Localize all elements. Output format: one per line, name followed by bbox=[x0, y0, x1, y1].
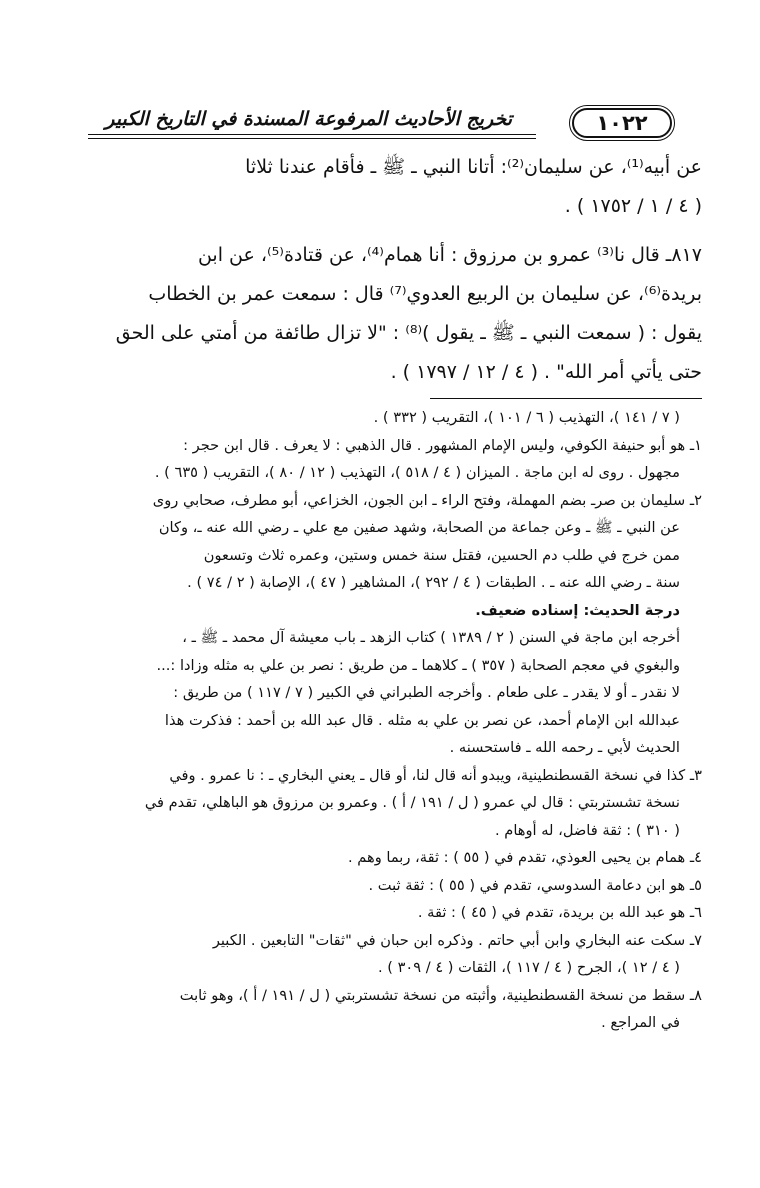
footnote-1: ١ـ هو أبو حنيفة الكوفي، وليس الإمام المشهور . قال الذهبي : لا يعرف . قال ابن حجر : bbox=[183, 436, 702, 454]
footnotes bbox=[82, 404, 702, 1037]
footnote-6: ٦ـ هو عبد الله بن بريدة، تقدم في ( ٤٥ ) : ثقة . bbox=[417, 904, 702, 921]
footnote-line: الحديث لأبي ـ رحمه الله ـ فاستحسنه . bbox=[449, 739, 680, 756]
footnote-line: مجهول . روى له ابن ماجة . الميزان ( ٤ / ٥١٨ )، التهذيب ( ١٢ / ٨٠ )، التقريب ( ٦٣٥ ) . bbox=[154, 464, 680, 481]
main-line: عن أبيه⁽¹⁾، عن سليمان⁽²⁾: أتانا النبي ـ ﷺ ـ فأقام عندنا ثلاثا bbox=[245, 156, 702, 178]
footnote-line: والبغوي في معجم الصحابة ( ٣٥٧ ) ـ كلاهما ـ من طريق : نصر بن علي به مثله وزادا :... bbox=[156, 656, 680, 674]
main-line: يقول : ( سمعت النبي ـ ﷺ ـ يقول )⁽⁸⁾ : "لا تزال طائفة من أمتي على الحق bbox=[115, 322, 702, 344]
footnote-divider bbox=[430, 398, 702, 399]
footnote-line: أخرجه ابن ماجة في السنن ( ٢ / ١٣٨٩ ) كتاب الزهد ـ باب معيشة آل محمد ـ ﷺ ـ ، bbox=[182, 629, 680, 646]
footnote-line: ( ٤ / ١٢ )، الجرح ( ٤ / ١١٧ )، الثقات ( ٤ / ٣٠٩ ) . bbox=[377, 959, 680, 976]
footnote-2: ٢ـ سليمان بن صرـ بضم المهملة، وفتح الراء ـ ابن الجون، الخزاعي، أبو مطرف، صحابي روى bbox=[152, 491, 702, 509]
footnote-line: سنة ـ رضي الله عنه ـ . الطبقات ( ٤ / ٢٩٢ )، المشاهير ( ٤٧ )، الإصابة ( ٢ / ٧٤ ) . bbox=[187, 574, 680, 591]
footnote-7: ٧ـ سكت عنه البخاري وابن أبي حاتم . وذكره ابن حبان في "ثقات" التابعين . الكبير bbox=[212, 931, 702, 949]
footnote-line: عبدالله ابن الإمام أحمد، عن نصر بن علي به مثله . قال عبد الله بن أحمد : فذكرت هذا bbox=[164, 711, 680, 729]
footnote-line: لا نقدر ـ أو لا يقدر ـ على طعام . وأخرجه الطبراني في الكبير ( ٧ / ١١٧ ) من طريق : bbox=[173, 684, 680, 701]
page-number: ١٠٢٢ bbox=[572, 108, 671, 138]
footnote-line: ممن خرج في طلب دم الحسين، فقتل سنة خمس وستين، وعمره ثلاث وتسعون bbox=[203, 546, 680, 564]
hadith-grade-heading: درجة الحديث: إسناده ضعيف. bbox=[475, 601, 680, 619]
footnote-line: نسخة تشستربتي : قال لي عمرو ( ل / ١٩١ / أ ) . وعمرو بن مرزوق هو الباهلي، تقدم في bbox=[144, 794, 680, 811]
footnote-line: ( ٣١٠ ) : ثقة فاضل، له أوهام . bbox=[495, 821, 680, 839]
main-line: بريدة⁽⁶⁾، عن سليمان بن الربيع العدوي⁽⁷⁾ قال : سمعت عمر بن الخطاب bbox=[148, 283, 702, 305]
running-title: تخريج الأحاديث المرفوعة المسندة في التاريخ الكبير bbox=[97, 108, 520, 130]
footnote-line: في المراجع . bbox=[601, 1014, 680, 1031]
footnote-4: ٤ـ همام بن يحيى العوذي، تقدم في ( ٥٥ ) : ثقة، ربما وهم . bbox=[348, 849, 702, 866]
page-number-badge bbox=[536, 106, 708, 140]
main-text bbox=[82, 148, 702, 392]
footnote-line: عن النبي ـ ﷺ ـ وعن جماعة من الصحابة، وشهد صفين مع علي ـ رضي الله عنه ـ، وكان bbox=[158, 519, 680, 536]
page-header bbox=[88, 104, 708, 144]
footnote-5: ٥ـ هو ابن دعامة السدوسي، تقدم في ( ٥٥ ) : ثقة ثبت . bbox=[368, 876, 702, 894]
footnote-line: ( ٧ / ١٤١ )، التهذيب ( ٦ / ١٠١ )، التقريب ( ٣٣٢ ) . bbox=[373, 409, 680, 426]
main-line: ( ٤ / ١ / ١٧٥٢ ) . bbox=[564, 195, 702, 217]
footnote-3: ٣ـ كذا في نسخة القسطنطينية، ويبدو أنه قال لنا، أو قال ـ يعني البخاري ـ : نا عمرو . وفي bbox=[169, 766, 702, 784]
main-line: حتى يأتي أمر الله" . ( ٤ / ١٢ / ١٧٩٧ ) . bbox=[390, 361, 702, 383]
footnote-8: ٨ـ سقط من نسخة القسطنطينية، وأثبته من نسخة تشستربتي ( ل / ١٩١ / أ )، وهو ثابت bbox=[179, 986, 702, 1004]
hadith-817-line: ٨١٧ـ قال نا⁽³⁾ عمرو بن مرزوق : أنا همام⁽⁴⁾، عن قتادة⁽⁵⁾، عن ابن bbox=[197, 244, 702, 266]
